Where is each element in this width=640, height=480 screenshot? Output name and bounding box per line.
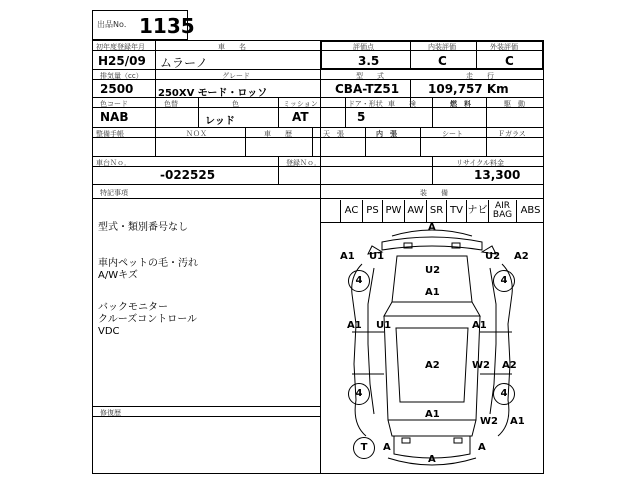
drive-label: 駆 動: [504, 100, 525, 108]
damage-right-door-a1: A1: [472, 320, 487, 331]
recycle-fee-label: リサイクル料金: [456, 159, 505, 167]
displacement-value: 2500: [100, 82, 134, 96]
note-line-6: VDC: [98, 326, 120, 337]
registration-number-label: 登録Ｎｏ．: [286, 159, 321, 167]
fuel-label: 燃 料: [450, 100, 471, 108]
lot-number-box: [92, 10, 195, 40]
chassis-number-label: 車台Ｎｏ．: [96, 159, 131, 167]
equip-ps: PS: [362, 200, 382, 222]
chassis-number-value: -022525: [160, 168, 216, 182]
windshield-label: Ｆガラス: [498, 130, 526, 138]
equip-abs: ABS: [516, 200, 544, 222]
color-change-label: 色替: [164, 100, 178, 108]
inspection-label: 車 検: [388, 100, 416, 108]
model-label: 型 式: [356, 72, 384, 80]
model-value: CBA-TZ51: [335, 82, 400, 96]
mission-label: ミッション: [283, 100, 318, 108]
damage-front-left-a1: A1: [340, 251, 355, 262]
damage-left-door-u1: U1: [376, 320, 392, 331]
doors-label: ドア・形状: [348, 100, 383, 108]
damage-front-bumper: A: [428, 222, 436, 233]
damage-front-left-u1: U1: [369, 251, 385, 262]
spare-tire-marker: T: [353, 437, 375, 459]
displacement-label: 排気量（cc）: [100, 72, 143, 80]
car-damage-diagram: [322, 224, 542, 472]
lot-number-label: 出品No．: [97, 20, 132, 29]
equip-airbag: AIR BAG: [488, 200, 516, 222]
color-code-label: 色コード: [100, 100, 128, 108]
grade-label: グレード: [222, 72, 250, 80]
damage-front-right-u2: U2: [485, 251, 501, 262]
year-label: 初年度登録年月: [96, 43, 145, 51]
note-line-1: 型式・類別番号なし: [98, 222, 188, 233]
car-name-label: 車 名: [218, 43, 246, 51]
damage-rear-right-w2: W2: [480, 416, 498, 427]
mission-value: AT: [292, 110, 309, 124]
damage-left-door-a1: A1: [347, 320, 362, 331]
damage-hood-a1: A1: [425, 287, 440, 298]
tire-rear-right: 4: [493, 383, 515, 405]
nox-label: ＮＯＸ: [186, 130, 207, 138]
note-line-5: クルーズコントロール: [98, 314, 197, 325]
inner-lining-label: 内 張: [376, 130, 397, 138]
note-line-3: A/Wキズ: [98, 270, 138, 281]
score-value: 3.5: [358, 54, 380, 68]
note-line-4: バックモニター: [98, 302, 168, 313]
equip-navi: ナビ: [466, 200, 488, 222]
roof-lining-label: 天 張: [323, 130, 344, 138]
damage-right-rear-a2: A2: [502, 360, 517, 371]
equip-tv: TV: [446, 200, 466, 222]
color-code-value: NAB: [100, 110, 129, 124]
mileage-label: 走 行: [466, 72, 494, 80]
exterior-score-value: C: [505, 54, 514, 68]
damage-rear-right-a: A: [478, 442, 486, 453]
seat-label: シート: [442, 130, 463, 138]
equipment-label: 装 備: [420, 189, 448, 197]
lot-number: 1135: [139, 14, 195, 38]
damage-rear-bumper-a: A: [428, 454, 436, 465]
interior-score-value: C: [438, 54, 447, 68]
notes-label: 特記事項: [100, 189, 128, 197]
color-label: 色: [232, 100, 239, 108]
color-value: レッド: [205, 116, 235, 127]
equip-sr: SR: [426, 200, 446, 222]
equip-pw: PW: [382, 200, 404, 222]
score-label: 評価点: [353, 43, 374, 51]
exterior-score-label: 外装評価: [490, 43, 518, 51]
recycle-fee-value: 13,300: [474, 168, 521, 182]
damage-trunk-a1: A1: [425, 409, 440, 420]
mileage-value: 109,757 Km: [428, 82, 509, 96]
damage-roof-a2: A2: [425, 360, 440, 371]
damage-rear-right-a1: A1: [510, 416, 525, 427]
interior-score-label: 内装評価: [428, 43, 456, 51]
tire-rear-left: 4: [348, 383, 370, 405]
equip-ac: AC: [340, 200, 362, 222]
maintenance-book-label: 整備手帳: [96, 130, 124, 138]
damage-hood-u2: U2: [425, 265, 441, 276]
damage-front-right-a2: A2: [514, 251, 529, 262]
year-value: H25/09: [98, 54, 146, 68]
damage-right-rear-w2: W2: [472, 360, 490, 371]
car-history-label: 車 歴: [264, 130, 292, 138]
grade-value: 250XV モード・ロッソ: [158, 88, 268, 99]
tire-front-right: 4: [493, 270, 515, 292]
damage-rear-left-a: A: [383, 442, 391, 453]
tire-front-left: 4: [348, 270, 370, 292]
doors-value: 5: [357, 110, 366, 124]
note-line-2: 車内ペットの毛・汚れ: [98, 258, 198, 269]
equip-aw: AW: [404, 200, 426, 222]
repair-history-label: 修復歴: [100, 409, 121, 417]
car-name-value: ムラーノ: [160, 56, 208, 70]
